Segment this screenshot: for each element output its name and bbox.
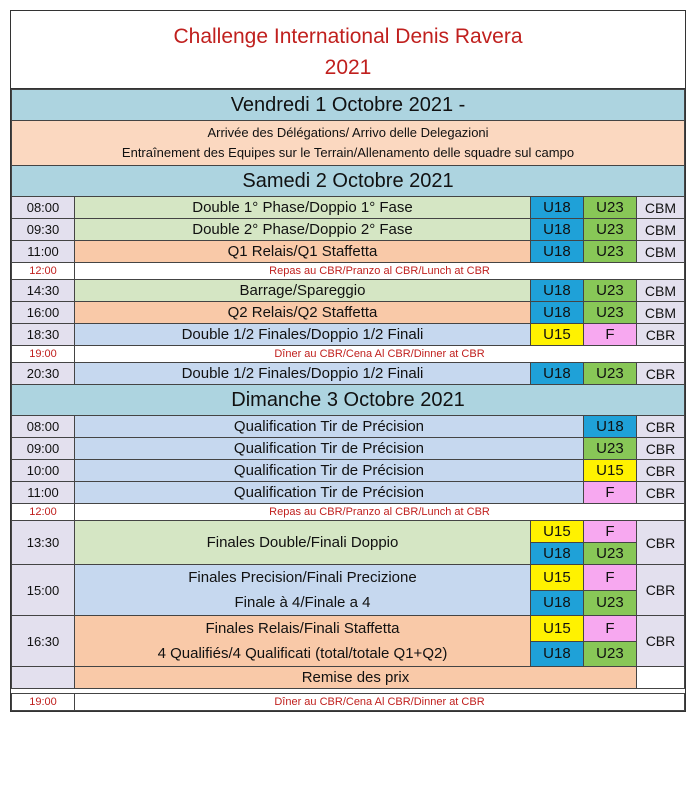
title-block xyxy=(11,11,685,89)
table-row xyxy=(12,363,685,385)
event-cell: Qualification Tir de Précision xyxy=(75,460,584,482)
meal-row xyxy=(12,346,685,363)
location-cell: CBM xyxy=(636,219,684,241)
event-cell: Qualification Tir de Précision xyxy=(75,438,584,460)
location-cell: CBR xyxy=(636,482,684,504)
category-cell: F xyxy=(583,324,636,346)
location-cell: CBM xyxy=(636,280,684,302)
table-row xyxy=(12,667,685,689)
time-cell: 12:00 xyxy=(12,504,75,521)
time-cell: 16:00 xyxy=(12,302,75,324)
page-year: 2021 xyxy=(324,56,372,79)
table-row xyxy=(12,565,685,591)
category-cell: U23 xyxy=(583,363,636,385)
table-row xyxy=(12,438,685,460)
category-cell: U15 xyxy=(530,521,583,543)
category-cell: U18 xyxy=(530,241,583,263)
time-cell: 11:00 xyxy=(12,241,75,263)
meal-row xyxy=(12,504,685,521)
category-cell: U18 xyxy=(530,302,583,324)
meal-cell: Repas au CBR/Pranzo al CBR/Lunch at CBR xyxy=(75,504,685,521)
table-row xyxy=(12,219,685,241)
time-cell: 08:00 xyxy=(12,197,75,219)
category-cell: U18 xyxy=(583,416,636,438)
location-cell: CBR xyxy=(636,438,684,460)
event-cell: Double 1/2 Finales/Doppio 1/2 Finali xyxy=(75,363,531,385)
time-cell: 16:30 xyxy=(12,616,75,667)
time-cell: 19:00 xyxy=(12,346,75,363)
category-cell: U23 xyxy=(583,438,636,460)
category-cell: U23 xyxy=(583,219,636,241)
event-line: Finales Precision/Finali Precizione xyxy=(188,569,417,586)
category-cell: U15 xyxy=(530,565,583,591)
table-row xyxy=(12,616,685,642)
category-cell: U15 xyxy=(530,324,583,346)
event-cell: Double 1/2 Finales/Doppio 1/2 Finali xyxy=(75,324,531,346)
time-cell: 12:00 xyxy=(12,263,75,280)
table-row xyxy=(12,302,685,324)
day-heading-saturday: Samedi 2 Octobre 2021 xyxy=(12,166,685,197)
event-cell: Barrage/Spareggio xyxy=(75,280,531,302)
event-cell: Double 2° Phase/Doppio 2° Fase xyxy=(75,219,531,241)
event-cell: Finales Double/Finali Doppio xyxy=(75,521,531,565)
category-cell: U18 xyxy=(530,363,583,385)
meal-cell: Dîner au CBR/Cena Al CBR/Dinner at CBR xyxy=(75,346,685,363)
time-cell: 13:30 xyxy=(12,521,75,565)
training-line: Entraînement des Equipes sur le Terrain/Allenamento delle squadre sul campo xyxy=(121,145,575,160)
category-cell: U23 xyxy=(583,543,636,565)
table-row xyxy=(12,197,685,219)
category-cell: U18 xyxy=(530,197,583,219)
time-cell: 14:30 xyxy=(12,280,75,302)
meal-row xyxy=(12,263,685,280)
table-row xyxy=(12,324,685,346)
arrival-line: Arrivée des Délégations/ Arrivo delle Delegazioni xyxy=(207,125,489,140)
meal-row xyxy=(12,694,685,711)
event-line: Finales Relais/Finali Staffetta xyxy=(205,620,400,637)
day-heading-sunday: Dimanche 3 Octobre 2021 xyxy=(12,385,685,416)
event-cell: Double 1° Phase/Doppio 1° Fase xyxy=(75,197,531,219)
time-cell: 09:30 xyxy=(12,219,75,241)
location-cell: CBR xyxy=(636,616,684,667)
location-cell: CBR xyxy=(636,460,684,482)
table-row xyxy=(12,460,685,482)
category-cell: F xyxy=(583,521,636,543)
time-cell xyxy=(12,667,75,689)
friday-arrivals xyxy=(12,121,685,166)
time-cell: 20:30 xyxy=(12,363,75,385)
table-row xyxy=(12,416,685,438)
event-line: Finale à 4/Finale a 4 xyxy=(234,594,371,611)
event-cell: Qualification Tir de Précision xyxy=(75,482,584,504)
table-row xyxy=(12,521,685,543)
category-cell: F xyxy=(583,616,636,642)
category-cell: U23 xyxy=(583,241,636,263)
category-cell: U18 xyxy=(530,590,583,616)
category-cell: F xyxy=(583,482,636,504)
schedule-sheet xyxy=(10,10,686,712)
category-cell: U23 xyxy=(583,280,636,302)
location-cell: CBM xyxy=(636,197,684,219)
location-cell: CBR xyxy=(636,521,684,565)
empty-cell xyxy=(636,667,684,689)
schedule-table xyxy=(11,89,685,711)
event-cell: Qualification Tir de Précision xyxy=(75,416,584,438)
day-heading-friday: Vendredi 1 Octobre 2021 - xyxy=(12,90,685,121)
time-cell: 18:30 xyxy=(12,324,75,346)
time-cell: 19:00 xyxy=(12,694,75,711)
category-cell: U23 xyxy=(583,302,636,324)
location-cell: CBR xyxy=(636,565,684,616)
category-cell: F xyxy=(583,565,636,591)
meal-cell: Dîner au CBR/Cena Al CBR/Dinner at CBR xyxy=(75,694,685,711)
event-line: 4 Qualifiés/4 Qualificati (total/totale Q1+Q2) xyxy=(157,645,448,662)
event-cell xyxy=(75,565,531,616)
page-title: Challenge International Denis Ravera xyxy=(173,25,523,48)
time-cell: 08:00 xyxy=(12,416,75,438)
event-cell: Q1 Relais/Q1 Staffetta xyxy=(75,241,531,263)
category-cell: U15 xyxy=(583,460,636,482)
category-cell: U18 xyxy=(530,641,583,667)
location-cell: CBR xyxy=(636,363,684,385)
category-cell: U23 xyxy=(583,197,636,219)
location-cell: CBM xyxy=(636,241,684,263)
event-cell: Q2 Relais/Q2 Staffetta xyxy=(75,302,531,324)
event-cell xyxy=(75,616,531,667)
table-row xyxy=(12,280,685,302)
awards-cell: Remise des prix xyxy=(75,667,637,689)
location-cell: CBR xyxy=(636,324,684,346)
location-cell: CBM xyxy=(636,302,684,324)
table-row xyxy=(12,241,685,263)
category-cell: U15 xyxy=(530,616,583,642)
table-row xyxy=(12,482,685,504)
category-cell: U23 xyxy=(583,641,636,667)
category-cell: U18 xyxy=(530,219,583,241)
category-cell: U18 xyxy=(530,280,583,302)
category-cell: U18 xyxy=(530,543,583,565)
meal-cell: Repas au CBR/Pranzo al CBR/Lunch at CBR xyxy=(75,263,685,280)
time-cell: 11:00 xyxy=(12,482,75,504)
time-cell: 15:00 xyxy=(12,565,75,616)
time-cell: 10:00 xyxy=(12,460,75,482)
category-cell: U23 xyxy=(583,590,636,616)
time-cell: 09:00 xyxy=(12,438,75,460)
location-cell: CBR xyxy=(636,416,684,438)
